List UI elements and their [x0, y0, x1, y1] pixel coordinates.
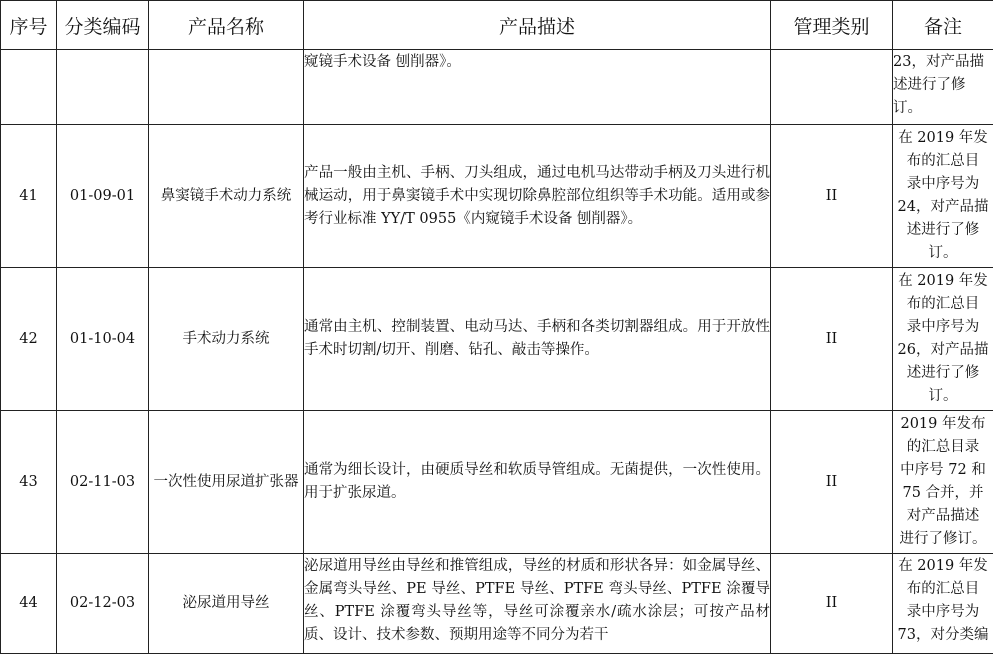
cell-code: 02-11-03 [57, 411, 149, 554]
cell-remark: 在 2019 年发 布的汇总目 录中序号为 24，对产品描 述进行了修 订。 [893, 125, 993, 268]
cell-seq: 43 [1, 411, 57, 554]
cell-seq: 41 [1, 125, 57, 268]
cell-name: 手术动力系统 [149, 268, 304, 411]
cell-remark: 在 2019 年发 布的汇总目 录中序号为 73，对分类编 [893, 554, 993, 654]
cell-desc: 窥镜手术设备 刨削器》。 [304, 50, 771, 125]
cell-mgmt [771, 50, 893, 125]
cell-seq [1, 50, 57, 125]
cell-desc: 通常为细长设计，由硬质导丝和软质导管组成。无菌提供，一次性使用。用于扩张尿道。 [304, 411, 771, 554]
cell-seq: 44 [1, 554, 57, 654]
cell-code: 02-12-03 [57, 554, 149, 654]
cell-code [57, 50, 149, 125]
cell-remark: 2019 年发布 的汇总目录 中序号 72 和 75 合并，并 对产品描述 进行了修订。 [893, 411, 993, 554]
cell-name: 一次性使用尿道扩张器 [149, 411, 304, 554]
cell-mgmt: II [771, 125, 893, 268]
header-code: 分类编码 [57, 1, 149, 50]
header-seq: 序号 [1, 1, 57, 50]
cell-code: 01-10-04 [57, 268, 149, 411]
cell-name: 鼻窦镜手术动力系统 [149, 125, 304, 268]
header-mgmt: 管理类别 [771, 1, 893, 50]
cell-code: 01-09-01 [57, 125, 149, 268]
cell-mgmt: II [771, 268, 893, 411]
header-remark: 备注 [893, 1, 993, 50]
table-row [1, 268, 993, 411]
table-header-row [1, 1, 993, 50]
table-row [1, 554, 993, 654]
cell-desc: 泌尿道用导丝由导丝和推管组成，导丝的材质和形状各异：如金属导丝、金属弯头导丝、PE 导丝、PTFE 导丝、PTFE 弯头导丝、PTFE 涂覆导丝、PTFE 涂覆弯头导丝等，导丝可涂覆亲水/疏水涂层；可按产品材质、设计、技术参数、预期用途等不同分为若干 [304, 554, 771, 654]
cell-desc: 通常由主机、控制装置、电动马达、手柄和各类切割器组成。用于开放性手术时切割/切开、削磨、钻孔、敲击等操作。 [304, 268, 771, 411]
cell-remark: 23，对产品描 述进行了修 订。 [893, 50, 993, 125]
table-row [1, 50, 993, 125]
cell-name: 泌尿道用导丝 [149, 554, 304, 654]
header-desc: 产品描述 [304, 1, 771, 50]
table-row [1, 125, 993, 268]
cell-mgmt: II [771, 411, 893, 554]
cell-name [149, 50, 304, 125]
header-name: 产品名称 [149, 1, 304, 50]
cell-desc: 产品一般由主机、手柄、刀头组成，通过电机马达带动手柄及刀头进行机械运动，用于鼻窦镜手术中实现切除鼻腔部位组织等手术功能。适用或参考行业标准 YY/T 0955《内窥镜手术设备 刨削器》。 [304, 125, 771, 268]
cell-remark: 在 2019 年发 布的汇总目 录中序号为 26，对产品描 述进行了修 订。 [893, 268, 993, 411]
cell-mgmt: II [771, 554, 893, 654]
table-row [1, 411, 993, 554]
cell-seq: 42 [1, 268, 57, 411]
